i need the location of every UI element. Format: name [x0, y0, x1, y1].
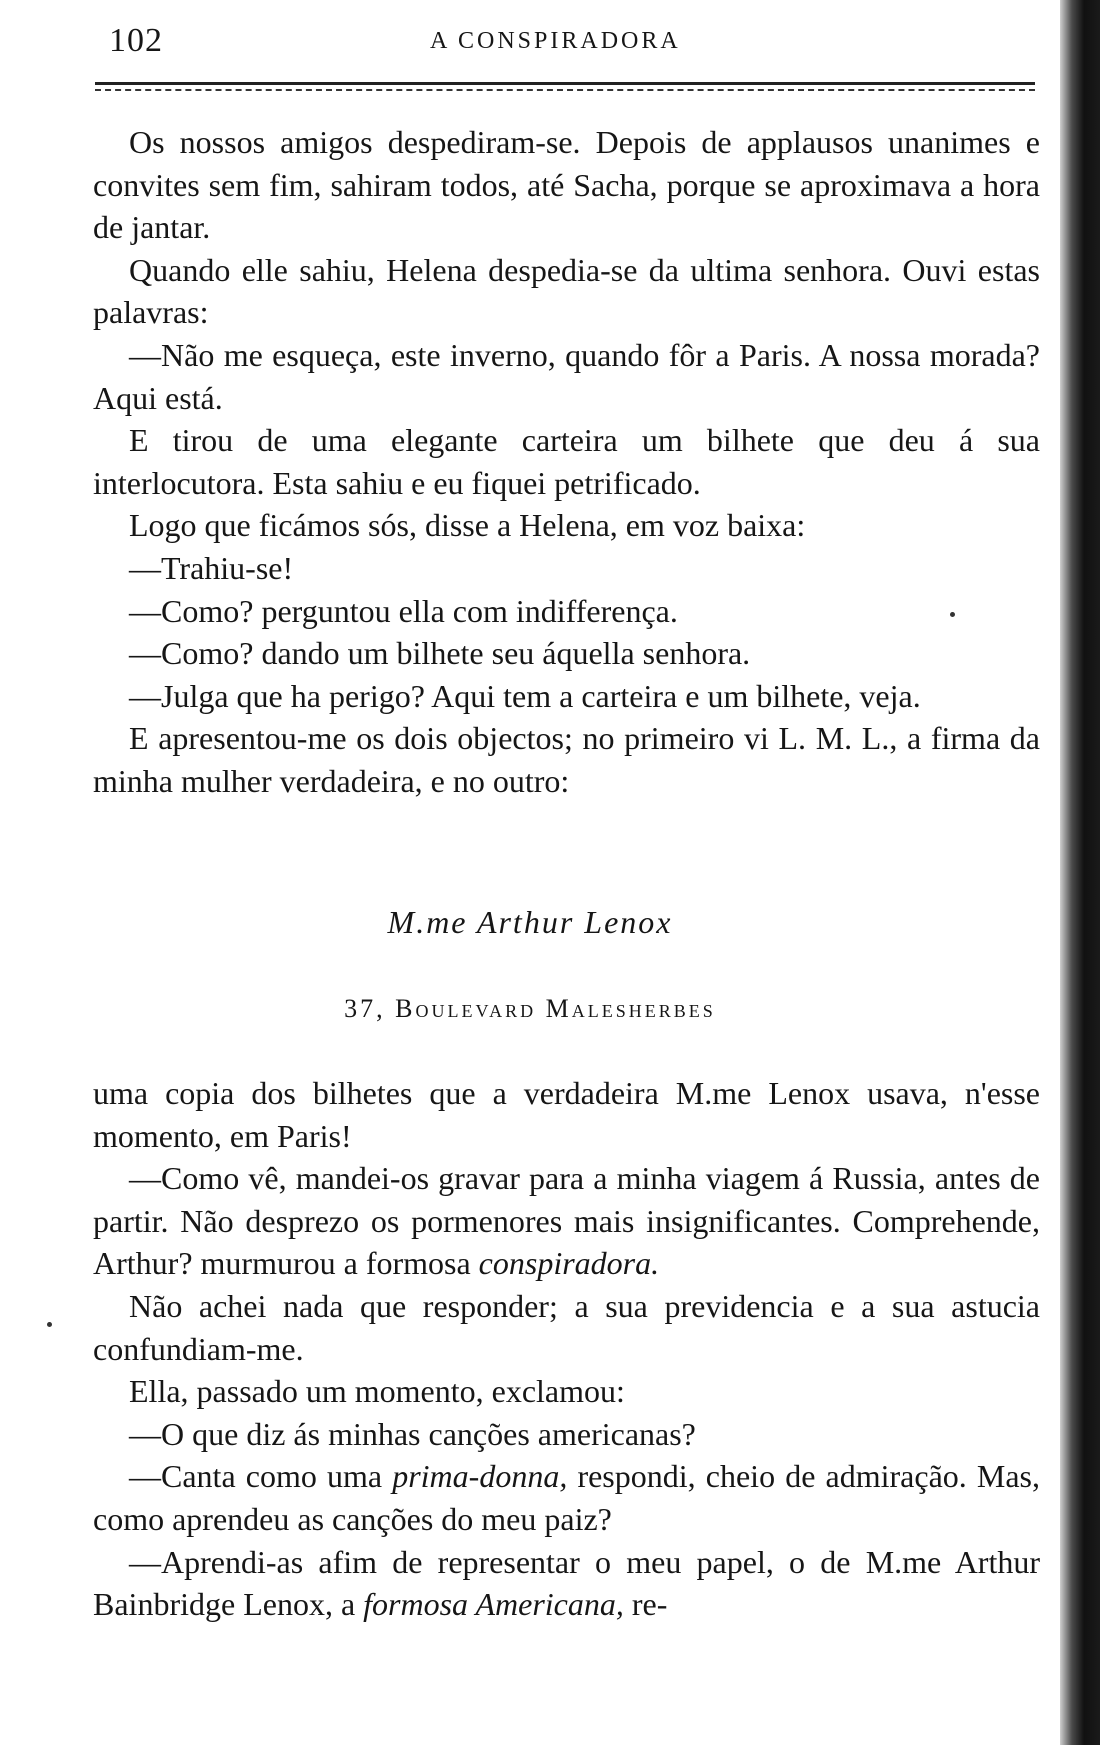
- calling-card-name: M.me Arthur Lenox: [387, 904, 673, 940]
- paragraph: E apresentou-me os dois objectos; no primeiro vi L. M. L., a firma da minha mulher verdadeira, e no outro:: [93, 720, 1040, 799]
- body-text-upper: [93, 121, 1040, 803]
- dialogue-line: —Trahiu-se!: [129, 549, 294, 586]
- body-text-lower: [93, 1072, 1040, 1626]
- italic-word: conspiradora.: [478, 1245, 660, 1282]
- text-span: —Aprendi-as afim de representar o meu papel, o de M.me Arthur Bainbridge Lenox, a: [93, 1543, 1040, 1623]
- paragraph: Ella, passado um momento, exclamou:: [129, 1373, 625, 1410]
- text-span: re-: [623, 1586, 668, 1623]
- dialogue-line: —Como? dando um bilhete seu áquella senhora.: [129, 635, 751, 672]
- running-title: A CONSPIRADORA: [430, 28, 681, 54]
- calling-card-address: 37, Boulevard Malesherbes: [344, 994, 716, 1023]
- dialogue-line: —Como? perguntou ella com indifferença.: [129, 592, 678, 629]
- paragraph: Não achei nada que responder; a sua previdencia e a sua astucia confundiam-me.: [93, 1287, 1040, 1367]
- dialogue-line: —Não me esqueça, este inverno, quando fôr a Paris. A nossa morada? Aqui está.: [93, 336, 1040, 416]
- dialogue-line: [93, 1541, 1040, 1626]
- paragraph: Quando elle sahiu, Helena despedia-se da ultima senhora. Ouvi estas palavras:: [93, 251, 1040, 331]
- dialogue-line: —O que diz ás minhas canções americanas?: [129, 1415, 696, 1452]
- header-rule: [95, 82, 1035, 85]
- page-header: [95, 18, 1035, 68]
- print-speck: [47, 1322, 52, 1327]
- paragraph: Os nossos amigos despediram-se. Depois de applausos unanimes e convites sem fim, sahiram todos, até Sacha, porque se aproximava a hora de jantar.: [93, 124, 1040, 246]
- dialogue-line: —Julga que ha perigo? Aqui tem a carteira e um bilhete, veja.: [129, 677, 921, 714]
- dialogue-line: [93, 1157, 1040, 1285]
- paragraph: E tirou de uma elegante carteira um bilhete que deu á sua interlocutora. Esta sahiu e eu fiquei petrificado.: [93, 422, 1040, 501]
- page-number: 102: [109, 22, 163, 59]
- italic-word: prima-donna,: [392, 1458, 568, 1495]
- paragraph: Logo que ficámos sós, disse a Helena, em voz baixa:: [129, 507, 806, 544]
- header-rule-dashed: [95, 89, 1035, 91]
- paragraph: uma copia dos bilhetes que a verdadeira M.me Lenox usava, n'esse momento, em Paris!: [93, 1075, 1040, 1154]
- text-span: —Como vê, mandei-os gravar para a minha viagem á Russia, antes de partir. Não desprezo os pormenores mais insignificantes. Comprehende, Arthur? murmurou a formosa: [93, 1160, 1040, 1282]
- italic-word: formosa Americana,: [363, 1586, 624, 1623]
- dialogue-line: [93, 1455, 1040, 1540]
- text-span: —Canta como uma: [129, 1458, 393, 1495]
- page-edge-shadow: [1060, 0, 1100, 1745]
- print-speck: [950, 612, 955, 617]
- text-span: respondi, cheio de admiração. Mas, como aprendeu as canções do meu paiz?: [93, 1458, 1040, 1537]
